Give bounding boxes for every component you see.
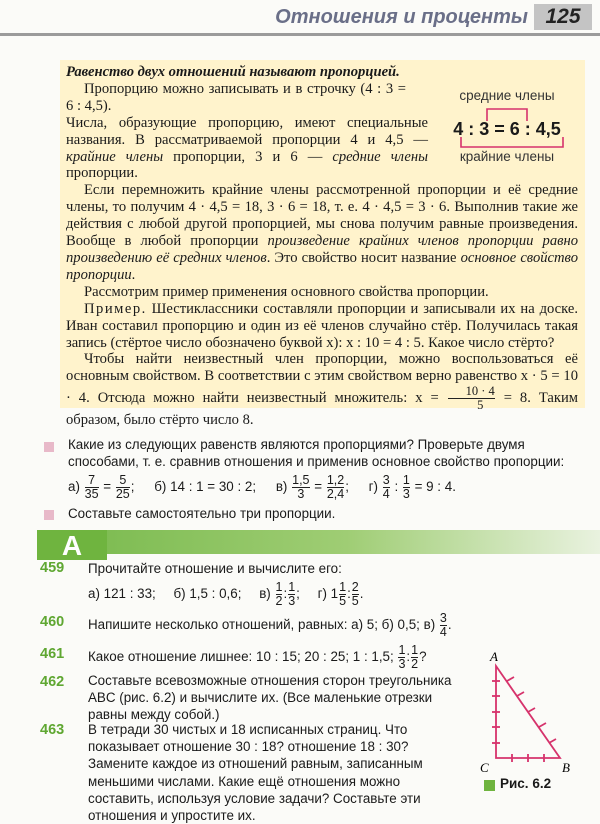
exercise-459: Прочитайте отношение и вычислите его: а) 121 : 33; б) 1,5 : 0,6; в) $\frac{1}{2}$ : $\frac{1}{3}$ ; г) 1 $\frac{1}{5}$ : $\frac{2}{5}$ .: [88, 560, 448, 608]
exercise-459-options: а) 121 : 33; б) 1,5 : 0,6; в) $\frac{1}{2}$ : $\frac{1}{3}$ ; г) 1 $\frac{1}{5}$ : $\frac{2}{5}$ .: [88, 580, 364, 609]
proportion-diagram: [432, 88, 582, 164]
vertex-c: C: [480, 760, 489, 775]
exercise-459-number: 459: [40, 560, 65, 576]
section-band: [37, 530, 600, 554]
exercise-462-number: 462: [40, 674, 65, 690]
vertex-b: B: [562, 760, 570, 775]
page-header-title: Отношения и проценты: [275, 6, 528, 28]
exercise-461: Какое отношение лишнее: 10 : 15; 20 : 25; 1 : 1,5; $\frac{1}{3}$ : $\frac{1}{2}$ ?: [88, 643, 427, 671]
vertex-a: A: [490, 650, 498, 664]
para-7: Чтобы найти неизвестный член пропорции, можно воспользоваться её основным свойством. В соответствии с этим свойством верно равенство x · 5 = 10 · 4. Отсюда можно найти неизвестный множитель: x = $\frac{10 \cdot 4}{5}$ = 8. Таким образом, было стёрто число 8.: [66, 351, 578, 429]
para-2: Пропорцию можно записывать и в строчку (4 : 3 = 6 : 4,5).: [66, 80, 406, 114]
figure-triangle: [470, 650, 580, 780]
question-2: Составьте самостоятельно три пропорции.: [68, 506, 336, 521]
header-rule: [0, 33, 600, 36]
question-marker: [44, 442, 54, 452]
question-1-options: а) $\frac{7}{35}$ = $\frac{5}{25}$ ; б) 14 : 1 = 30 : 2; в) $\frac{1,5}{3}$ = $\frac{1,2}{2,4}$ ; г) $\frac{3}{4}$ : $\frac{1}{3}$ = 9 : 4.: [68, 473, 456, 501]
para-6: Пример. Шестиклассники составляли пропорции и записывали их на доске. Иван составил пропорцию и один из её членов случайно стёр. Получилась такая запись (стёртое число обозначено буквой x): x : 10 = 4 : 5. Какое число стёрто?: [66, 300, 578, 351]
figure-caption: Рис. 6.2: [500, 776, 552, 791]
definition: Равенство двух отношений называют пропорцией.: [66, 64, 400, 80]
middle-terms-label: средние члены: [459, 88, 555, 103]
exercise-463-number: 463: [40, 722, 65, 738]
question-marker: [44, 510, 54, 520]
exercise-463: В тетради 30 чистых и 18 исписанных страниц. Что показывает отношение 30 : 18? отношение 18 : 30? Замените каждое из отношений равным, записанным меньшими числами. Какие ещё отношения можно составить, используя условие задачи? Составьте эти отношения и упростите их.: [88, 722, 423, 824]
exercise-461-number: 461: [40, 646, 65, 662]
para-5: Рассмотрим пример применения основного свойства пропорции.: [84, 283, 489, 300]
proportion-formula: 4 : 3 = 6 : 4,5: [453, 119, 561, 139]
page-number: 125: [534, 4, 592, 30]
exercise-462: Составьте всевозможные отношения сторон треугольника ABC (рис. 6.2) и вычислите их. (Все маленькие отрезки равны между собой.): [88, 673, 452, 723]
triangle-abc: [492, 666, 560, 762]
section-letter: A: [37, 530, 107, 560]
question-1: Какие из следующих равенств являются пропорциями? Проверьте двумя способами, т. е. сравнив отношения и применив основное свойство пропорции: а) $\frac{7}{35}$ = $\frac{5}{25}$ ; б) 14 : 1 = 30 : 2; в) $\frac{1,5}{3}$ = $\frac{1,2}{2,4}$ ; г) $\frac{3}{4}$ : $\frac{1}{3}$ = 9 : 4.: [68, 436, 582, 501]
para-4: Если перемножить крайние члены рассмотренной пропорции и её средние члены, то получим 4 · 4,5 = 18, 3 · 6 = 18, т. е. 4 · 4,5 = 3 · 6. Выполнив такие же действия с любой другой пропорцией, мы снова получим равные произведения. Вообще в любой пропорции произведение крайних членов пропорции равно произведению её средних членов. Это свойство носит название основное свойство пропорции.: [66, 182, 578, 283]
exercise-460: Напишите несколько отношений, равных: а) 5; б) 0,5; в) $\frac{3}{4}$ .: [88, 611, 452, 639]
exercise-460-number: 460: [40, 614, 65, 630]
terms-brackets: [432, 103, 582, 149]
para-3: Числа, образующие пропорцию, имеют специальные названия. В рассматриваемой пропорции 4 и 4,5 — крайние члены пропорции, 3 и 6 — средние члены пропорции.: [66, 114, 428, 182]
fraction-x: $\frac{10 \cdot 4}{5}$: [448, 385, 495, 412]
extreme-terms-label: крайние члены: [459, 149, 555, 164]
caption-marker: [484, 780, 495, 791]
